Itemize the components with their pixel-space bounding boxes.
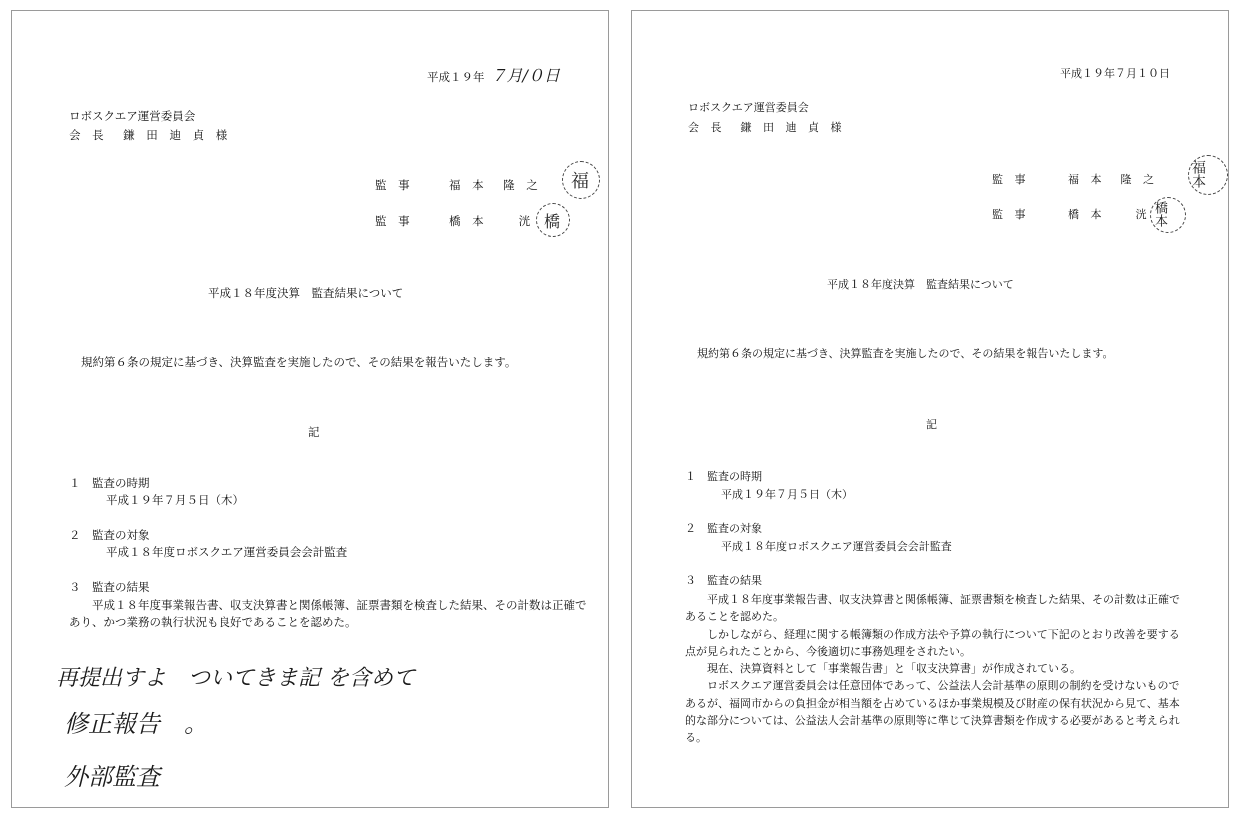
document-page-right	[631, 10, 1229, 808]
section-heading: ２ 監査の対象	[69, 528, 150, 542]
recipient-name: 会 長 鎌 田 迪 貞 様	[69, 128, 232, 142]
document-title: 平成１８年度決算 監査結果について	[208, 286, 404, 300]
document-title: 平成１８年度決算 監査結果について	[827, 278, 1014, 291]
section-heading: ２ 監査の対象	[685, 522, 762, 535]
section-body: 平成１９年７月５日（木）	[106, 493, 244, 507]
report-date	[427, 66, 560, 85]
section-body: 平成１８年度事業報告書、収支決算書と関係帳簿、証票書類を検査した結果、その計数は正確であり、かつ業務の執行状況も良好であることを認めた。	[69, 598, 587, 629]
paragraph: 平成１８年度事業報告書、収支決算書と関係帳簿、証票書類を検査した結果、その計数は正確であることを認めた。	[685, 593, 1180, 624]
recipient-name: 会 長 鎌 田 迪 貞 様	[688, 121, 846, 134]
auditor-role: 監 事	[375, 214, 414, 228]
auditor-role: 監 事	[375, 178, 414, 192]
auditor-name: 福 本 隆 之	[449, 178, 542, 192]
auditor-seal: 福本	[1188, 155, 1228, 195]
section-heading: １ 監査の時期	[685, 470, 762, 483]
auditor-name: 橋 本 洸	[449, 214, 535, 228]
recipient-org: ロボスクエア運営委員会	[688, 101, 809, 114]
section-heading: ３ 監査の結果	[685, 574, 762, 587]
section-body: 平成１９年７月５日（木）	[721, 488, 853, 501]
ki-marker: 記	[926, 418, 937, 431]
section-body	[685, 591, 1181, 747]
intro-text: 規約第６条の規定に基づき、決算監査を実施したので、その結果を報告いたします。	[81, 355, 517, 369]
section-body: 平成１８年度ロボスクエア運営委員会会計監査	[106, 545, 348, 559]
report-date: 平成１９年７月１０日	[1060, 67, 1170, 80]
recipient-org: ロボスクエア運営委員会	[69, 109, 196, 123]
intro-text: 規約第６条の規定に基づき、決算監査を実施したので、その結果を報告いたします。	[697, 347, 1114, 360]
auditor-role: 監 事	[992, 208, 1030, 221]
auditor-seal: 橋	[536, 203, 570, 237]
auditor-seal: 福	[562, 161, 600, 199]
document-page-left	[11, 10, 609, 808]
handwritten-note: 外部監査	[64, 763, 160, 791]
handwritten-note: 修正報告 。	[64, 710, 208, 738]
paragraph: ロボスクエア運営委員会は任意団体であって、公益法人会計基準の原則の制約を受けないものであるが、福岡市からの負担金が相当額を占めているほか事業規模及び財産の保有状況から見て、基本的な部分については、公益法人会計基準の原則等に準じて決算書類を作成する必要があると考えられる。	[685, 679, 1180, 745]
paragraph: 現在、決算資料として「事業報告書」と「収支決算書」が作成されている。	[707, 662, 1081, 676]
auditor-role: 監 事	[992, 173, 1030, 186]
section-heading: ３ 監査の結果	[69, 580, 150, 594]
paragraph: しかしながら、経理に関する帳簿類の作成方法や予算の執行について下記のとおり改善を要する点が見られたことから、今後適切に事務処理をされたい。	[685, 627, 1180, 658]
date-handwritten: ７月/０日	[490, 66, 560, 85]
auditor-name: 福 本 隆 之	[1068, 173, 1158, 186]
ki-marker: 記	[308, 425, 320, 439]
auditor-seal: 橋本	[1150, 197, 1186, 233]
section-heading: １ 監査の時期	[69, 476, 150, 490]
date-printed: 平成１９年	[427, 70, 485, 84]
section-body: 平成１８年度ロボスクエア運営委員会会計監査	[721, 540, 952, 553]
auditor-name: 橋 本 洸	[1068, 208, 1151, 221]
handwritten-note: 再提出すよ ついてきま記 を含めて	[56, 666, 415, 691]
